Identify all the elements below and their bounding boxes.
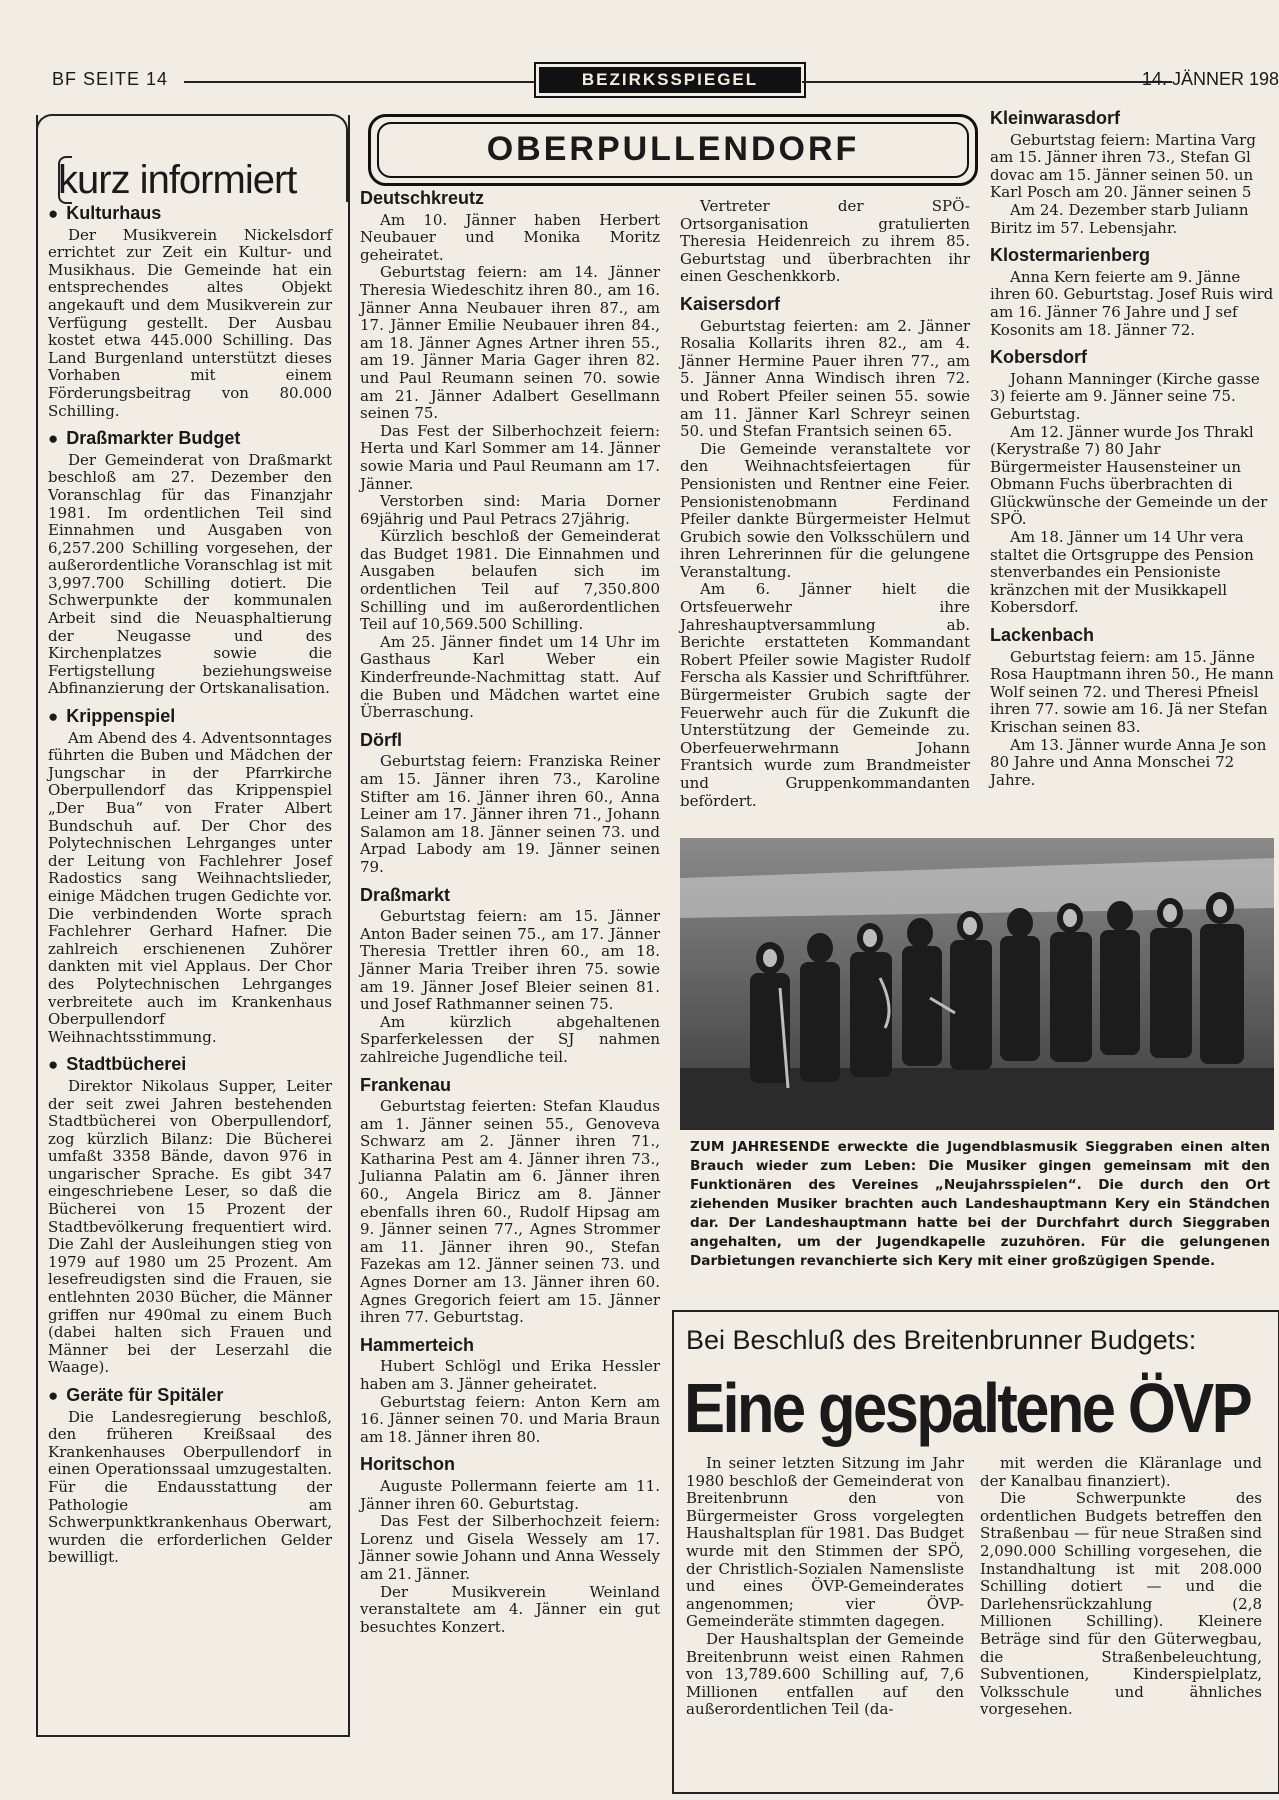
budget-paragraph: Der Haushaltsplan der Gemeinde Breitenbrunn weist einen Rahmen von 13,789.600 Schilling auf, 7,6 Millionen entfallen auf den außerordentlichen Teil (da- [686, 1629, 964, 1719]
budget-paragraph: In seiner letzten Sitzung im Jahr 1980 beschloß der Gemeinderat von Breitenbrunn den von Bürgermeister Gross vorgelegten Haushaltsplan für 1981. Das Budget wurde mit den Stimmen der SPÖ, der Christlich-Sozialen Namensliste und eines ÖVP-Gemeinderates angenommen; vier ÖVP-Gemeinderäte stimmten dagegen. [686, 1454, 964, 1631]
town-paragraph: Auguste Pollermann feierte am 11. Jänner ihren 60. Geburtstag. [360, 1476, 660, 1513]
town-paragraph: Am 6. Jänner hielt die Ortsfeuerwehr ihre Jahreshauptversammlung ab. Berichte erstatteten Kommandant Robert Pfeiler sowie Magister Rudolf Ferscha als Kassier und Schriftführer. Bürgermeister Grubich sagte der Feuerwehr auch für die Zukunft die Unterstützung der Gemeinde zu. Oberfeuerwehrmann Johann Frantsich wurde zum Brandmeister und Gruppenkommandanten befördert. [680, 580, 970, 810]
kurz-item-heading: ● Stadtbücherei [48, 1056, 332, 1074]
kurz-informiert-column [48, 205, 332, 1567]
town-paragraph: Geburtstag feiern: am 15. Jänne Rosa Hauptmann ihren 50., He mann Wolf seinen 72. und Theresi Pfneisl ihren 77. sowie am 16. Jä ner Stefan Krischan seinen 83. [990, 647, 1274, 736]
band-photo-image [680, 838, 1274, 1130]
town-paragraph: Geburtstag feiern: Anton Kern am 16. Jänner seinen 70. und Maria Braun am 18. Jänner ihren 80. [360, 1392, 660, 1446]
town-paragraph: Das Fest der Silberhochzeit feiern: Herta und Karl Sommer am 14. Jänner sowie Maria und Paul Reumann am 17. Jänner. [360, 421, 660, 493]
town-heading: Horitschon [360, 1454, 456, 1475]
section-banner: BEZIRKSSPIEGEL [534, 62, 806, 98]
kurz-item-text: Der Gemeinderat von Draßmarkt beschloß am 27. Dezember den Voranschlag für das Finanzjahr 1981. Im ordentlichen Teil sind Einnahmen und Ausgaben von 6,257.200 Schilling vorgesehen, der außerordentliche Voranschlag ist mit 3,997.700 Schilling dotiert. Die Schwerpunkte der kommunalen Arbeit sind die Neuasphaltierung der Neugasse und des Kirchenplatzes sowie die Fertigstellung beziehungsweise Abfinanzierung der Ortskanalisation. [48, 450, 332, 698]
town-heading: Draßmarkt [360, 884, 451, 905]
oberpullendorf-column-2 [680, 198, 970, 810]
town-heading: Kobersdorf [990, 347, 1088, 368]
town-paragraph: Geburtstag feiern: Martina Varg am 15. Jänner ihren 73., Stefan Gl dovac am 15. Jänner seinen 50. un Karl Posch am 20. Jänner seinen 5 [990, 130, 1256, 202]
kurz-item-heading: ● Draßmarkter Budget [48, 430, 332, 448]
town-heading: Frankenau [360, 1074, 452, 1095]
oberpullendorf-title: OBERPULLENDORF [377, 122, 969, 178]
budget-column-2 [980, 1455, 1262, 1719]
photo-caption: ZUM JAHRESENDE erweckte die Jugendblasmusik Sieggraben einen alten Brauch wieder zum Leben: Die Musiker gingen gemeinsam mit den Funktionären des Vereines „Neujahrsspielen“. Die durch den Ort ziehenden Musiker brachten auch Landeshauptmann Kery ein Ständchen dar. Der Landeshauptmann hatte bei der Durchfahrt durch Sieggraben angehalten, um der Jugendkapelle zuzuhören. Für die gelungenen Darbietungen revanchierte sich Kery mit einer großzügigen Spende. [690, 1139, 1270, 1269]
town-paragraph: Die Gemeinde veranstaltete vor den Weihnachtsfeiertagen für Pensionisten und Rentner eine Feier. Pensionistenobmann Ferdinand Pfeiler dankte Bürgermeister Helmut Grubich sowie den Volksschülern und ihren Lehrerinnen für die gelungene Veranstaltung. [680, 439, 970, 581]
town-heading: Dörfl [360, 729, 402, 750]
kurz-item-heading: ● Krippenspiel [48, 708, 332, 726]
town-heading: Klostermarienberg [990, 245, 1151, 266]
kurz-item-text: Am Abend des 4. Adventsonntages führten die Buben und Mädchen der Jungschar in der Pfarrkirche Oberpullendorf das Krippenspiel „Der Bua“ von Frater Albert Bundschuh auf. Der Chor des Polytechnischen Lehrganges unter der Leitung von Fachlehrer Josef Radostics sang Weihnachtslieder, einige Mädchen trugen Gedichte vor. Die verbindenden Worte sprach Fachlehrer Gerhard Hafner. Die zahlreich erschienenen Zuhörer dankten mit viel Applaus. Der Chor des Polytechnischen Lehrganges verbreitete auch im Krankenhaus Oberpullendorf Weihnachtsstimmung. [48, 728, 332, 1046]
town-paragraph: Geburtstag feiern: Franziska Reiner am 15. Jänner ihren 73., Karoline Stifter am 16. Jänner ihren 60., Anna Leiner am 17. Jänner ihren 71., Johann Salamon am 18. Jänner seinen 73. und Arpad Labody am 19. Jänner seinen 79. [360, 752, 660, 876]
town-paragraph: Vertreter der SPÖ-Ortsorganisation gratulierten Theresia Heidenreich zu ihrem 85. Geburtstag und überbrachten ihr einen Geschenkkorb. [680, 197, 970, 286]
town-heading: Kaisersdorf [680, 293, 781, 314]
page-label: BF SEITE 14 [52, 69, 169, 89]
budget-paragraph: mit werden die Kläranlage und der Kanalbau finanziert). [980, 1454, 1262, 1490]
oberpullendorf-banner [368, 114, 978, 186]
town-heading: Deutschkreutz [360, 188, 485, 208]
header-rule-left [184, 81, 534, 83]
town-paragraph: Der Musikverein Weinland veranstaltete am 4. Jänner ein gut besuchtes Konzert. [360, 1582, 660, 1636]
town-paragraph: Am 18. Jänner um 14 Uhr vera staltet die Ortsgruppe des Pension stenverbandes ein Pensioniste kränzchen mit der Musikkapell Kobersdorf. [990, 528, 1254, 617]
town-paragraph: Am 24. Dezember starb Juliann Biritz im 57. Lebensjahr. [990, 200, 1249, 237]
budget-paragraph: Die Schwerpunkte des ordentlichen Budgets betreffen den Straßenbau — für neue Straßen sind 2,090.000 Schilling vorgesehen, die Instandhaltung ist mit 208.000 Schilling dotiert — und die Darlehensrückzahlung (2,8 Millionen Schilling). Kleinere Beträge sind für den Güterwegbau, die Straßenbeleuchtung, Subventionen, Kinderspielplatz, Volksschule und ähnliches vorgesehen. [980, 1489, 1262, 1719]
town-paragraph: Am kürzlich abgehaltenen Sparferkelessen der SJ nahmen zahlreiche Jugendliche teil. [360, 1012, 660, 1066]
kurz-item-text: Der Musikverein Nickelsdorf errichtet zur Zeit ein Kultur- und Musikhaus. Die Gemeinde hat ein entsprechendes altes Objekt angekauft und dem Musikverein zur Verfügung gestellt. Der Ausbau kostet etwa 445.000 Schilling. Das Land Burgenland unterstützt dieses Vorhaben mit einem Förderungsbeitrag von 80.000 Schilling. [48, 225, 332, 420]
budget-column-1 [686, 1455, 964, 1719]
issue-date: 14. JÄNNER 198 [1141, 69, 1279, 89]
town-heading: Lackenbach [990, 625, 1095, 646]
kurz-item-heading: ● Geräte für Spitäler [48, 1387, 332, 1405]
town-paragraph: Geburtstag feiern: am 15. Jänner Anton Bader seinen 75., am 17. Jänner Theresia Trettler ihren 60., am 18. Jänner Maria Treiber ihren 75. sowie am 19. Jänner Josef Bleier seinen 81. und Josef Rathmanner seinen 75. [360, 907, 660, 1014]
budget-kicker: Bei Beschluß des Breitenbrunner Budgets: [686, 1325, 1197, 1355]
town-paragraph: Hubert Schlögl und Erika Hessler haben am 3. Jänner geheiratet. [360, 1357, 660, 1393]
kurz-item-text: Die Landesregierung beschloß, den früheren Kreißsaal des Krankenhauses Oberpullendorf in einen Operationssaal umzugestalten. Für die Endausstattung der Pathologie am Schwerpunktkrankenhaus Oberwart, wurden die erforderlichen Gelder bewilligt. [48, 1407, 332, 1567]
town-paragraph: Am 25. Jänner findet um 14 Uhr im Gasthaus Karl Weber ein Kinderfreunde-Nachmittag statt. Auf die Buben und Mädchen wartet eine Überraschung. [360, 632, 660, 722]
kurz-item-text: Direktor Nikolaus Supper, Leiter der seit zwei Jahren bestehenden Stadtbücherei von Oberpullendorf, zog kürzlich Bilanz: Die Bücherei umfaßt 3358 Bände, davon 976 in ungarischer Sprache. Es gibt 347 eingeschriebene Leser, so daß die Bücherei von 15 Prozent der Stadtbevölkerung frequentiert wird. Die Zahl der Ausleihungen stieg von 1979 auf 1980 um 25 Prozent. Am lesefreudigsten sind die Frauen, sie entlehnten 2030 Bücher, die Männer griffen nur 490mal zu einem Buch (dabei halten sich Frauen und Männer bei der Leserzahl die Waage). [48, 1076, 332, 1377]
budget-headline: Eine gespaltene ÖVP [684, 1369, 1251, 1447]
town-heading: Kleinwarasdorf [990, 108, 1121, 128]
town-paragraph: Geburtstag feierten: Stefan Klaudus am 1. Jänner seinen 55., Genoveva Schwarz am 2. Jänner ihren 71., Katharina Pest am 4. Jänner ihren 73., Julianna Palatin am 6. Jänner ihren 60., Angela Biricz am 8. Jänner ebenfalls ihren 60., Rudolf Hipsag am 9. Jänner seinen 77., Agnes Strommer am 11. Jänner ihren 90., Stefan Fazekas am 12. Jänner seinen 73. und Agnes Dorner am 13. Jänner ihren 60. Agnes Gregorich feiert am 15. Jänner ihren 77. Geburtstag. [360, 1097, 660, 1327]
town-paragraph: Verstorben sind: Maria Dorner 69jährig und Paul Petracs 27jährig. [360, 492, 660, 528]
town-paragraph: Geburtstag feierten: am 2. Jänner Rosalia Kollarits ihren 82., am 4. Jänner Hermine Pauer ihren 77., am 5. Jänner Anna Windisch ihren 72. und Robert Pfeiler seinen 55. sowie am 11. Jänner Karl Schreyr seinen 50. und Stefan Frantsich seinen 65. [680, 316, 970, 441]
kurz-informiert-title: kurz informiert [58, 158, 297, 202]
town-paragraph: Am 13. Jänner wurde Anna Je son 80 Jahre und Anna Monschei 72 Jahre. [990, 735, 1267, 789]
town-paragraph: Anna Kern feierte am 9. Jänne ihren 60. Geburtstag. Josef Ruis wird am 16. Jänner 76 Jahre und J sef Kosonits am 18. Jänner 72. [990, 267, 1274, 339]
kurz-item-heading: ● Kulturhaus [48, 205, 332, 223]
town-paragraph: Das Fest der Silberhochzeit feiern: Lorenz und Gisela Wessely am 17. Jänner sowie Johann und Anna Wessely am 21. Jänner. [360, 1512, 660, 1583]
page-header [52, 62, 1279, 96]
town-paragraph: Am 12. Jänner wurde Jos Thrakl (Kerystraße 7) 80 Jahr Bürgermeister Hausensteiner un Obmann Fuchs überbrachten di Glückwünsche der Gemeinde un der SPÖ. [990, 422, 1268, 529]
town-paragraph: Johann Manninger (Kirche gasse 3) feierte am 9. Jänner seine 75. Geburtstag. [990, 369, 1260, 423]
town-heading: Hammerteich [360, 1334, 475, 1355]
oberpullendorf-column-1 [360, 190, 660, 1636]
town-paragraph: Am 10. Jänner haben Herbert Neubauer und Monika Moritz geheiratet. [360, 210, 660, 264]
band-photo [680, 838, 1274, 1130]
oberpullendorf-column-3 [990, 110, 1275, 789]
town-paragraph: Kürzlich beschloß der Gemeinderat das Budget 1981. Die Einnahmen und Ausgaben belaufen sich im ordentlichen Teil auf 7,350.800 Schilling und im außerordentlichen Teil auf 10,569.500 Schilling. [360, 527, 660, 634]
town-paragraph: Geburtstag feiern: am 14. Jänner Theresia Wiedeschitz ihren 80., am 16. Jänner Anna Neubauer ihren 87., am 17. Jänner Emilie Neubauer ihren 84., am 18. Jänner Agnes Artner ihren 55., am 19. Jänner Maria Gager ihren 82. und Paul Reumann seinen 70. sowie am 21. Jänner Adalbert Gesellmann seinen 75. [360, 263, 660, 423]
header-rule-right [802, 81, 1172, 83]
